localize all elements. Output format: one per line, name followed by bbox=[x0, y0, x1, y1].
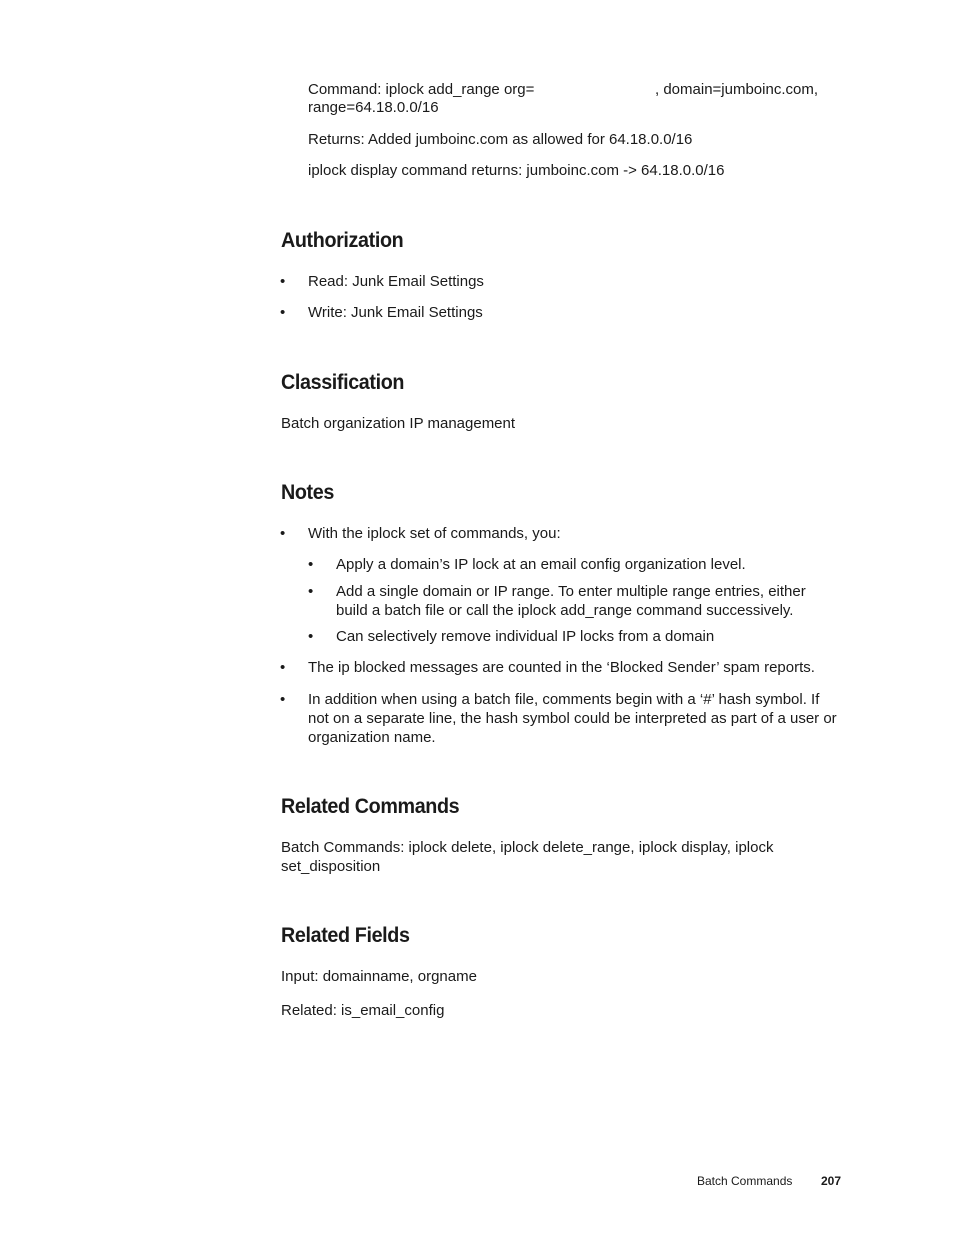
authorization-item-label: Read: Junk Email Settings bbox=[308, 273, 484, 290]
notes-subitem-text: Can selectively remove individual IP locks from a domain bbox=[336, 628, 715, 645]
example-command-part1: Command: iplock add_range org= bbox=[308, 81, 535, 98]
notes-item-text: With the iplock set of commands, you: bbox=[308, 525, 561, 542]
bullet-icon: • bbox=[308, 583, 314, 600]
notes-heading: Notes bbox=[281, 481, 334, 504]
notes-item bbox=[280, 690, 844, 747]
page-number: 207 bbox=[821, 1174, 842, 1188]
bullet-icon: • bbox=[280, 273, 286, 290]
bullet-icon: • bbox=[280, 525, 286, 542]
example-command-part2: , domain=jumboinc.com, bbox=[655, 81, 818, 98]
bullet-icon: • bbox=[308, 628, 314, 645]
notes-item-text: The ip blocked messages are counted in the ‘Blocked Sender’ spam reports. bbox=[308, 659, 815, 676]
classification-text: Batch organization IP management bbox=[281, 415, 516, 432]
related-commands-text: Batch Commands: iplock delete, iplock delete_range, iplock display, iplock set_disposition bbox=[281, 839, 774, 875]
bullet-icon: • bbox=[280, 659, 286, 676]
notes-subitem bbox=[308, 582, 836, 620]
notes-subitem-text: Add a single domain or IP range. To enter multiple range entries, either build a batch file or call the iplock add_range command successively. bbox=[336, 583, 806, 619]
notes-item-text: In addition when using a batch file, comments begin with a ‘#’ hash symbol. If not on a separate line, the hash symbol could be interpreted as part of a user or organization name. bbox=[308, 691, 837, 746]
classification-heading: Classification bbox=[281, 371, 405, 394]
authorization-item-read bbox=[280, 272, 484, 291]
related-fields-input: Input: domainname, orgname bbox=[281, 968, 477, 985]
notes-item bbox=[280, 658, 815, 677]
notes-subitem-text: Apply a domain’s IP lock at an email config organization level. bbox=[336, 556, 746, 573]
related-fields-heading: Related Fields bbox=[281, 924, 410, 947]
bullet-icon: • bbox=[280, 304, 286, 321]
related-fields-related: Related: is_email_config bbox=[281, 1002, 445, 1019]
authorization-heading: Authorization bbox=[281, 229, 404, 252]
notes-subitem bbox=[308, 627, 715, 646]
footer-section-title: Batch Commands bbox=[697, 1174, 793, 1188]
bullet-icon: • bbox=[308, 556, 314, 573]
authorization-item-label: Write: Junk Email Settings bbox=[308, 304, 483, 321]
notes-item bbox=[280, 524, 561, 543]
authorization-item-write bbox=[280, 303, 483, 322]
example-command-line2: range=64.18.0.0/16 bbox=[308, 99, 439, 116]
related-commands-heading: Related Commands bbox=[281, 795, 460, 818]
bullet-icon: • bbox=[280, 691, 286, 708]
notes-subitem bbox=[308, 555, 746, 574]
example-display: iplock display command returns: jumboinc.com -> 64.18.0.0/16 bbox=[308, 162, 725, 179]
example-returns: Returns: Added jumboinc.com as allowed for 64.18.0.0/16 bbox=[308, 131, 693, 148]
